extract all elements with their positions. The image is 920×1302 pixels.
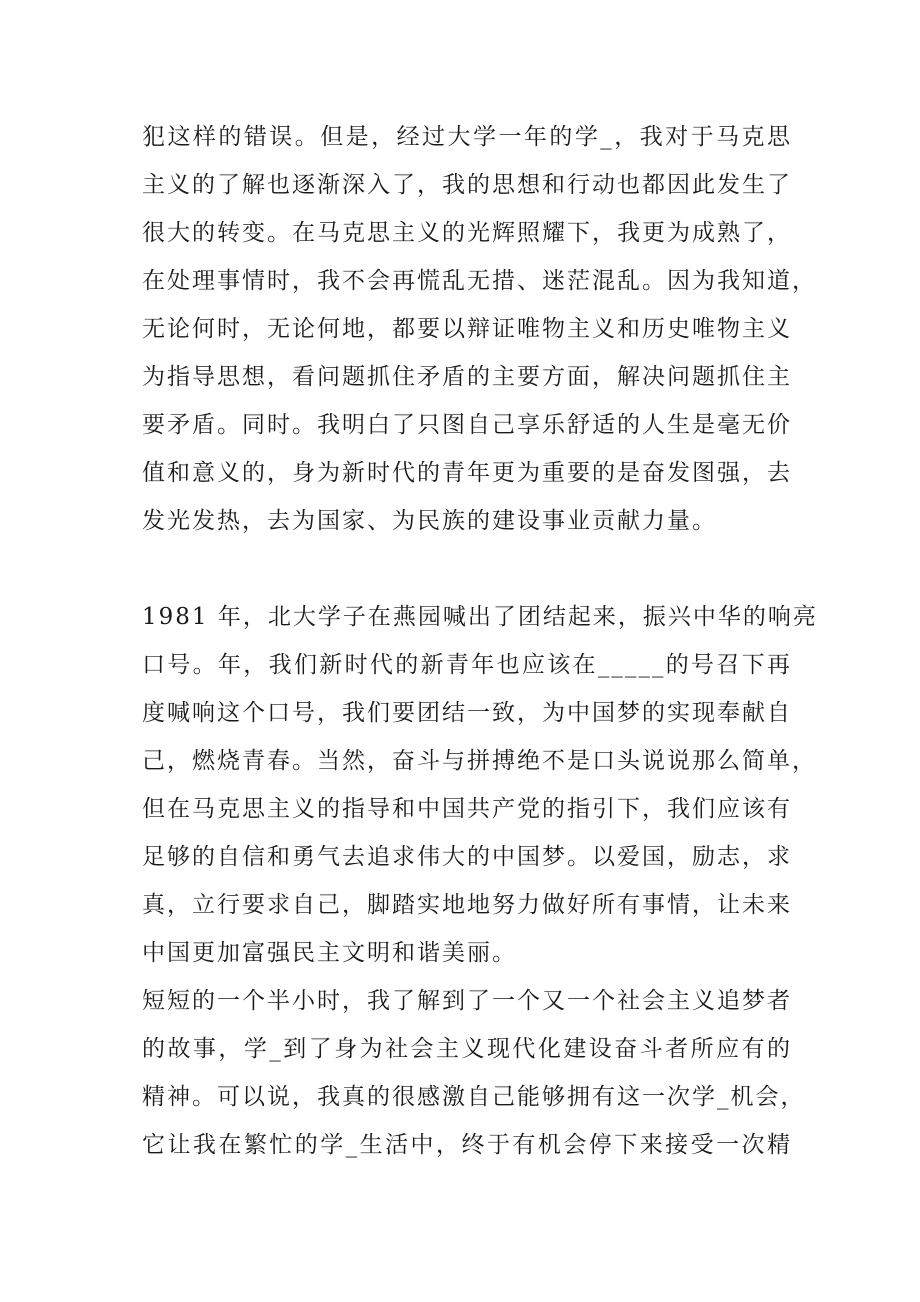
paragraph [142,593,818,977]
text-line: 值和意义的，身为新时代的青年更为重要的是奋发图强，去 [142,460,792,486]
text-line: 的故事，学_到了身为社会主义现代化建设奋斗者所应有的 [142,1036,792,1062]
text-line: 但在马克思主义的指导和中国共产党的指引下，我们应该有 [142,796,792,822]
text-line: 它让我在繁忙的学_生活中，终于有机会停下来接受一次精 [142,1132,792,1158]
paragraph [142,977,806,1169]
text-line: 为指导思想，看问题抓住矛盾的主要方面，解决问题抓住主 [142,364,792,390]
text-line: 很大的转变。在马克思主义的光辉照耀下，我更为成熟了， [142,220,792,246]
text-line: 中国更加富强民主文明和谐美丽。 [142,940,517,966]
text-line: 精神。可以说，我真的很感激自己能够拥有这一次学_机会， [142,1084,806,1110]
paragraph [142,113,817,545]
text-line: 无论何时，无论何地，都要以辩证唯物主义和历史唯物主义 [142,316,792,342]
text-line: 在处理事情时，我不会再慌乱无措、迷茫混乱。因为我知道， [142,268,817,294]
text-line: 足够的自信和勇气去追求伟大的中国梦。以爱国，励志，求 [142,844,792,870]
text-line: 短短的一个半小时，我了解到了一个又一个社会主义追梦者 [142,988,792,1014]
text-line: 发光发热，去为国家、为民族的建设事业贡献力量。 [142,508,717,534]
text-line: 1981 年，北大学子在燕园喊出了团结起来，振兴中华的响亮 [142,604,818,630]
text-line: 犯这样的错误。但是，经过大学一年的学_，我对于马克思 [142,124,792,150]
text-line: 度喊响这个口号，我们要团结一致，为中国梦的实现奉献自 [142,700,792,726]
text-line: 主义的了解也逐渐深入了，我的思想和行动也都因此发生了 [142,172,792,198]
text-line: 真，立行要求自己，脚踏实地地努力做好所有事情，让未来 [142,892,792,918]
text-line: 己，燃烧青春。当然，奋斗与拼搏绝不是口头说说那么简单， [142,748,817,774]
text-line: 口号。年，我们新时代的新青年也应该在_____的号召下再 [142,652,792,678]
text-line: 要矛盾。同时。我明白了只图自己享乐舒适的人生是毫无价 [142,412,792,438]
